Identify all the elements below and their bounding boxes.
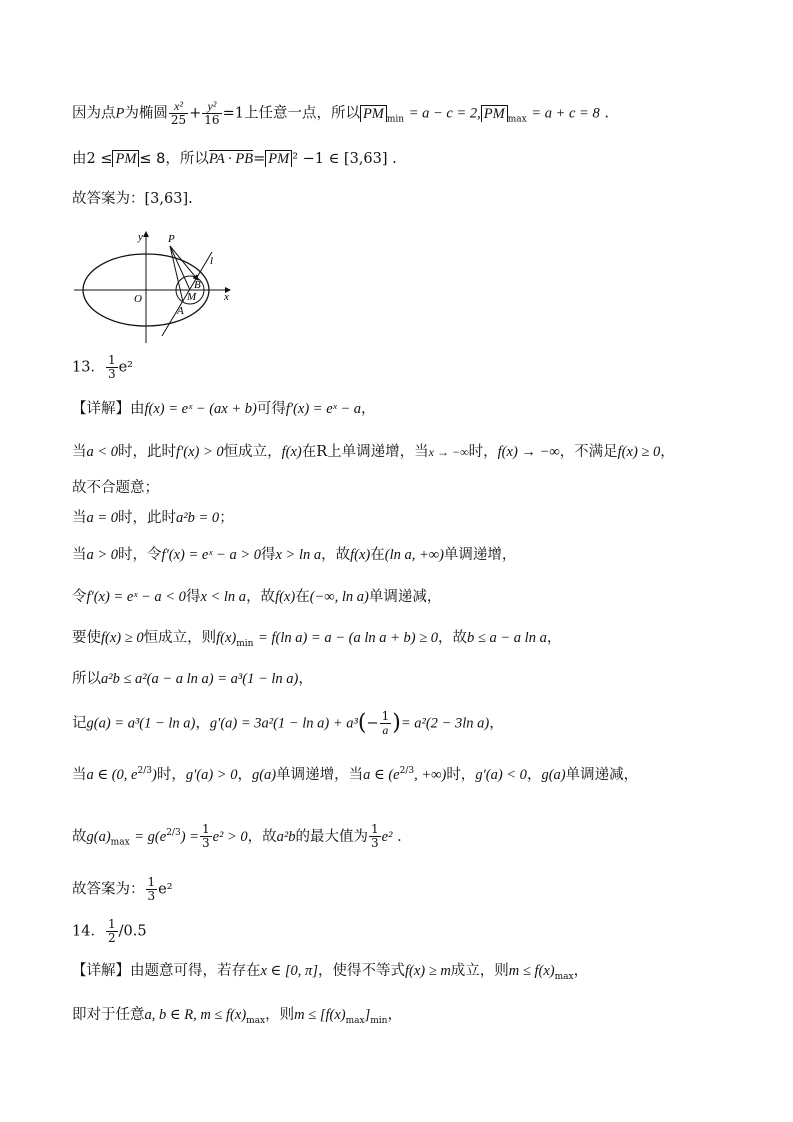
label-y: y xyxy=(138,231,143,243)
subscript: max xyxy=(246,1015,266,1026)
punct: ， xyxy=(237,766,252,783)
denominator: 3 xyxy=(147,889,156,903)
text: 当 xyxy=(72,547,87,563)
line-7 xyxy=(72,477,159,499)
text: 故答案为： xyxy=(72,191,145,207)
math: b ≤ a − a ln a xyxy=(467,630,547,646)
paren: ( xyxy=(357,710,367,736)
math: g(a) = a³(1 − ln a) xyxy=(86,715,196,732)
label-M: M xyxy=(187,291,197,303)
math: = a²(2 − 3ln a) xyxy=(400,715,490,732)
math: f(x) xyxy=(275,589,296,605)
line-11 xyxy=(72,627,561,655)
punct: ， xyxy=(195,715,210,732)
question-number: 14． xyxy=(72,923,105,940)
text: 令 xyxy=(72,589,87,605)
text: 由 xyxy=(130,401,145,417)
math: f′(x) > 0 xyxy=(176,444,224,460)
denominator: 3 xyxy=(201,836,210,851)
math: = xyxy=(253,151,266,167)
math: PM xyxy=(360,105,387,122)
text: 为椭圆 xyxy=(124,105,168,122)
text: 故答案为： xyxy=(72,881,145,898)
math: x > ln a xyxy=(275,547,322,563)
math: x ∈ [0, π] xyxy=(260,963,318,979)
text: ，故 xyxy=(438,630,468,646)
math: , +∞) xyxy=(414,766,447,783)
text: 当 xyxy=(72,444,87,460)
line-10 xyxy=(72,586,441,608)
punct: . xyxy=(604,105,609,122)
subscript: max xyxy=(110,837,130,848)
numerator: 1 xyxy=(107,353,116,367)
exponent: 2/3 xyxy=(137,766,152,776)
label-l: l xyxy=(210,255,214,267)
math: g′(a) = 3a²(1 − ln a) + a³ xyxy=(209,715,358,732)
line-14 xyxy=(72,760,638,786)
math: = f(ln a) = a − (a ln a + b) ≥ 0 xyxy=(258,630,439,646)
math: ) = xyxy=(180,828,199,845)
answer-13 xyxy=(72,354,133,381)
math: f′(x) = eˣ − a xyxy=(285,401,362,417)
text: 得 xyxy=(185,589,201,605)
math: =1 xyxy=(222,105,244,122)
math: a ∈ (e xyxy=(363,766,400,783)
numerator: 1 xyxy=(147,875,156,889)
operator: + xyxy=(189,105,202,122)
math: f(x) ≥ 0 xyxy=(101,630,144,646)
text: 故不合题意； xyxy=(72,480,159,496)
denominator: 25 xyxy=(170,113,187,127)
text: ，则 xyxy=(265,1007,295,1023)
denominator: a xyxy=(382,723,389,737)
text: 上任意一点，所以 xyxy=(243,105,360,122)
math: R xyxy=(316,444,328,460)
text: 时， xyxy=(446,766,476,783)
fraction xyxy=(200,823,212,850)
text: ，不满足 xyxy=(559,444,618,460)
operator: − xyxy=(366,715,379,732)
math: (ln a, +∞) xyxy=(384,547,444,563)
punct: ， xyxy=(489,715,504,732)
math: f(x) ≥ m xyxy=(404,963,451,979)
math: f(x) xyxy=(281,444,302,460)
line-5 xyxy=(72,398,376,420)
numerator: x² xyxy=(169,100,188,114)
line-9 xyxy=(72,544,516,566)
text: 时，令 xyxy=(118,547,162,563)
subscript: max xyxy=(507,114,527,125)
math: PM xyxy=(265,150,292,167)
math: g(a) xyxy=(251,766,277,783)
math: f(x) xyxy=(216,630,237,646)
line-12 xyxy=(72,668,313,690)
math: PA · PB xyxy=(208,151,254,167)
text: ，使得不等式 xyxy=(317,963,405,979)
punct: ， xyxy=(387,1007,402,1023)
fraction xyxy=(106,918,118,945)
math: P xyxy=(115,105,125,122)
exponent: 2/3 xyxy=(399,766,415,776)
math: e² xyxy=(381,828,393,845)
math: 2 ≤ xyxy=(86,151,113,167)
fraction xyxy=(106,354,118,381)
line-13 xyxy=(72,710,504,737)
numerator: 1 xyxy=(371,822,379,837)
text: 的最大值为 xyxy=(295,828,369,845)
label-A: A xyxy=(177,305,184,317)
math: x → −∞ xyxy=(428,445,469,459)
text: 即对于任意 xyxy=(72,1007,145,1023)
math: a²b ≤ a²(a − a ln a) = a³(1 − ln a) xyxy=(101,671,299,687)
text: 时， xyxy=(156,766,186,783)
punct: ， xyxy=(361,401,376,417)
punct: ； xyxy=(219,510,234,526)
paren: ) xyxy=(392,710,401,736)
text: 时，此时 xyxy=(118,444,177,460)
math: f(x) = eˣ − (ax + b) xyxy=(144,401,257,417)
line-16 xyxy=(72,876,173,903)
math: PM xyxy=(112,150,139,167)
line-2 xyxy=(72,148,397,170)
numerator: y² xyxy=(202,100,221,114)
punct: ， xyxy=(526,766,542,783)
text: ，故 xyxy=(246,589,276,605)
text: 成立，则 xyxy=(450,963,509,979)
math: f(x) ≥ 0 xyxy=(617,444,661,460)
punct: ， xyxy=(546,630,562,646)
fraction xyxy=(169,100,188,127)
text: 单调递增， xyxy=(443,547,517,563)
text: 时，此时 xyxy=(118,510,177,526)
text: 单调递增，当 xyxy=(276,766,364,783)
line-19 xyxy=(72,1004,402,1032)
math: a ∈ (0, e xyxy=(86,766,138,783)
segment-PM xyxy=(170,246,190,290)
math: f(x) xyxy=(350,547,371,563)
label-O: O xyxy=(134,293,142,305)
subscript: max xyxy=(345,1015,365,1026)
math: [3,63] xyxy=(144,191,189,207)
answer-14 xyxy=(72,918,147,945)
math: a = 0 xyxy=(86,510,119,526)
text: ≤ 8，所以 xyxy=(139,151,209,167)
line-3 xyxy=(72,188,193,210)
numerator: 1 xyxy=(107,917,116,931)
math: /0.5 xyxy=(118,923,147,940)
fraction xyxy=(202,100,221,127)
line-18 xyxy=(72,960,588,988)
text: 得 xyxy=(260,547,276,563)
denominator: 3 xyxy=(107,367,116,381)
math: a²b xyxy=(276,828,296,845)
text: 由 xyxy=(72,151,87,167)
math: = a + c = 8 xyxy=(531,105,600,122)
detail-tag: 【详解】 xyxy=(72,963,130,979)
text: 由题意可得，若存在 xyxy=(130,963,261,979)
text: 在 xyxy=(295,589,310,605)
label-P: P xyxy=(168,233,175,245)
text: 当 xyxy=(72,766,87,783)
denominator: 3 xyxy=(371,836,379,851)
punct: ． xyxy=(397,828,412,845)
text: 要使 xyxy=(72,630,101,646)
math: a < 0 xyxy=(86,444,119,460)
math: a, b ∈ R, m ≤ f(x) xyxy=(144,1007,247,1023)
denominator: 16 xyxy=(204,113,220,127)
punct: ， xyxy=(573,963,589,979)
numerator: 1 xyxy=(201,822,210,837)
label-B: B xyxy=(194,279,201,291)
line-8 xyxy=(72,507,234,529)
text: 故 xyxy=(72,828,87,845)
text: 恒成立， xyxy=(223,444,282,460)
math: g(a) xyxy=(86,828,111,845)
text: 单调递减， xyxy=(368,589,442,605)
line-6 xyxy=(72,441,675,463)
math: e² xyxy=(118,359,133,376)
punct: ， xyxy=(298,671,313,687)
math: = g(e xyxy=(134,828,167,845)
text: 所以 xyxy=(72,671,101,687)
math: = a − c = 2, xyxy=(408,105,481,122)
text: 因为点 xyxy=(72,105,116,122)
text: 可得 xyxy=(256,401,286,417)
ellipse-figure xyxy=(70,228,240,348)
text: 恒成立，则 xyxy=(143,630,217,646)
text: 单调递减， xyxy=(565,766,639,783)
fraction xyxy=(369,823,381,850)
numerator: 1 xyxy=(381,709,390,723)
fraction xyxy=(146,876,158,903)
text: 在 xyxy=(370,547,385,563)
math: f′(x) = eˣ − a < 0 xyxy=(86,589,186,605)
math: f(x) → −∞ xyxy=(497,444,560,460)
subscript: min xyxy=(236,638,254,649)
punct: . xyxy=(188,191,193,207)
math: (−∞, ln a) xyxy=(309,589,369,605)
label-x: x xyxy=(224,291,229,303)
math: g′(a) < 0 xyxy=(475,766,527,783)
text: 记 xyxy=(72,715,87,732)
math: PM xyxy=(481,105,508,122)
subscript: min xyxy=(370,1015,388,1026)
detail-tag: 【详解】 xyxy=(72,401,130,417)
text: 时， xyxy=(468,444,498,460)
text: 上单调递增，当 xyxy=(327,444,429,460)
subscript: min xyxy=(386,114,405,125)
line-15 xyxy=(72,822,412,854)
math: ) xyxy=(151,766,157,783)
denominator: 2 xyxy=(107,931,116,945)
math: e² > 0 xyxy=(212,828,248,845)
math: m ≤ f(x) xyxy=(508,963,555,979)
text: ，故 xyxy=(321,547,351,563)
text: 当 xyxy=(72,510,87,526)
subscript: max xyxy=(554,971,574,982)
math: a²b = 0 xyxy=(176,510,220,526)
math: g′(a) > 0 xyxy=(185,766,238,783)
text: 在 xyxy=(301,444,317,460)
math: ² −1 ∈ [3,63] xyxy=(292,151,388,167)
math: f′(x) = eˣ − a > 0 xyxy=(161,547,261,563)
math: a > 0 xyxy=(86,547,119,563)
math: ] xyxy=(364,1007,371,1023)
text: ，故 xyxy=(247,828,277,845)
math: m ≤ [f(x) xyxy=(294,1007,346,1023)
question-number: 13． xyxy=(72,359,105,376)
punct: . xyxy=(392,151,397,167)
math: e² xyxy=(158,881,173,898)
punct: ， xyxy=(660,444,675,460)
math: g(a) xyxy=(541,766,566,783)
math: x < ln a xyxy=(200,589,247,605)
exponent: 2/3 xyxy=(166,828,181,838)
fraction xyxy=(380,710,392,737)
line-1 xyxy=(72,100,609,130)
